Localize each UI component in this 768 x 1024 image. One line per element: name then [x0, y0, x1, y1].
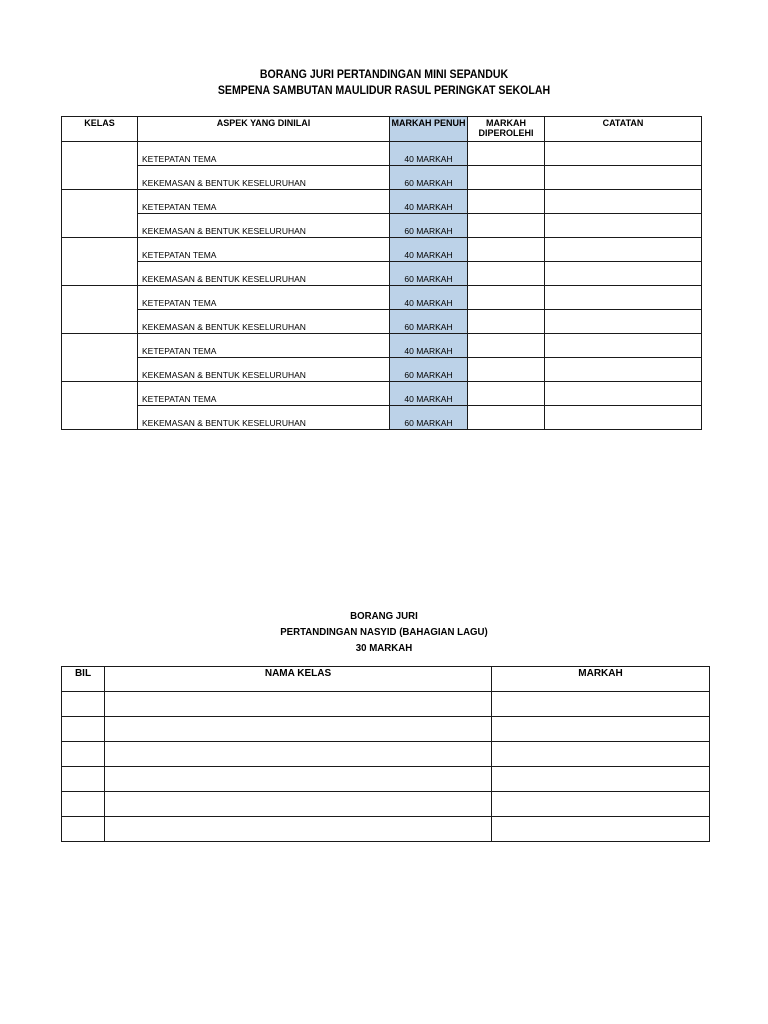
table-row [62, 286, 702, 310]
form2-title [0, 608, 768, 656]
form1-title-line1: BORANG JURI PERTANDINGAN MINI SEPANDUK [259, 69, 509, 81]
catatan-cell[interactable] [545, 286, 702, 310]
markah-cell[interactable] [492, 742, 710, 767]
catatan-cell[interactable] [545, 334, 702, 358]
judging-table-banner [61, 116, 702, 430]
aspek-cell: KEKEMASAN & BENTUK KESELURUHAN [138, 262, 390, 286]
markah-penuh-cell: 60 MARKAH [390, 310, 468, 334]
table-row [62, 190, 702, 214]
markah-penuh-cell: 60 MARKAH [390, 214, 468, 238]
markah-penuh-cell: 60 MARKAH [390, 166, 468, 190]
aspek-cell: KEKEMASAN & BENTUK KESELURUHAN [138, 214, 390, 238]
table-row [62, 214, 702, 238]
kelas-cell[interactable] [62, 286, 138, 334]
header-markah: MARKAH [492, 667, 710, 692]
aspek-cell: KEKEMASAN & BENTUK KESELURUHAN [138, 310, 390, 334]
markah-penuh-cell: 40 MARKAH [390, 382, 468, 406]
markah-penuh-cell: 60 MARKAH [390, 358, 468, 382]
kelas-cell[interactable] [62, 190, 138, 238]
form2-title-line1: BORANG JURI [350, 610, 418, 622]
aspek-cell: KETEPATAN TEMA [138, 190, 390, 214]
catatan-cell[interactable] [545, 310, 702, 334]
table-row [62, 142, 702, 166]
header-row [62, 117, 702, 142]
table-row [62, 692, 710, 717]
catatan-cell[interactable] [545, 190, 702, 214]
header-markah-diperolehi: MARKAH DIPEROLEHI [468, 117, 545, 142]
aspek-cell: KEKEMASAN & BENTUK KESELURUHAN [138, 166, 390, 190]
bil-cell[interactable] [62, 767, 105, 792]
bil-cell[interactable] [62, 817, 105, 842]
table-row [62, 767, 710, 792]
aspek-cell: KETEPATAN TEMA [138, 142, 390, 166]
bil-cell[interactable] [62, 792, 105, 817]
markah-diperolehi-cell[interactable] [468, 166, 545, 190]
bil-cell[interactable] [62, 717, 105, 742]
table-row [62, 382, 702, 406]
catatan-cell[interactable] [545, 142, 702, 166]
markah-diperolehi-cell[interactable] [468, 310, 545, 334]
markah-penuh-cell: 40 MARKAH [390, 142, 468, 166]
markah-diperolehi-cell[interactable] [468, 286, 545, 310]
form2-title-line2: PERTANDINGAN NASYID (BAHAGIAN LAGU) [280, 626, 488, 638]
markah-cell[interactable] [492, 717, 710, 742]
markah-penuh-cell: 40 MARKAH [390, 334, 468, 358]
markah-cell[interactable] [492, 817, 710, 842]
header-row [62, 667, 710, 692]
aspek-cell: KETEPATAN TEMA [138, 334, 390, 358]
kelas-cell[interactable] [62, 238, 138, 286]
header-aspek: ASPEK YANG DINILAI [138, 117, 390, 142]
table-row [62, 406, 702, 430]
catatan-cell[interactable] [545, 262, 702, 286]
table-row [62, 742, 710, 767]
markah-cell[interactable] [492, 692, 710, 717]
markah-diperolehi-cell[interactable] [468, 142, 545, 166]
table-row [62, 817, 710, 842]
markah-cell[interactable] [492, 767, 710, 792]
aspek-cell: KEKEMASAN & BENTUK KESELURUHAN [138, 358, 390, 382]
markah-penuh-cell: 40 MARKAH [390, 190, 468, 214]
nama-kelas-cell[interactable] [105, 792, 492, 817]
markah-diperolehi-cell[interactable] [468, 214, 545, 238]
kelas-cell[interactable] [62, 142, 138, 190]
header-kelas: KELAS [62, 117, 138, 142]
markah-diperolehi-cell[interactable] [468, 238, 545, 262]
catatan-cell[interactable] [545, 358, 702, 382]
form2-title-line3: 30 MARKAH [355, 642, 413, 654]
catatan-cell[interactable] [545, 166, 702, 190]
markah-diperolehi-cell[interactable] [468, 190, 545, 214]
aspek-cell: KEKEMASAN & BENTUK KESELURUHAN [138, 406, 390, 430]
bil-cell[interactable] [62, 692, 105, 717]
catatan-cell[interactable] [545, 406, 702, 430]
aspek-cell: KETEPATAN TEMA [138, 238, 390, 262]
judging-table-nasyid [61, 666, 710, 842]
form1-title [0, 67, 768, 99]
header-catatan: CATATAN [545, 117, 702, 142]
catatan-cell[interactable] [545, 382, 702, 406]
header-bil: BIL [62, 667, 105, 692]
markah-diperolehi-cell[interactable] [468, 358, 545, 382]
aspek-cell: KETEPATAN TEMA [138, 286, 390, 310]
table-row [62, 238, 702, 262]
markah-diperolehi-cell[interactable] [468, 334, 545, 358]
table-row [62, 262, 702, 286]
header-markah-penuh: MARKAH PENUH [390, 117, 468, 142]
table-row [62, 166, 702, 190]
catatan-cell[interactable] [545, 238, 702, 262]
nama-kelas-cell[interactable] [105, 717, 492, 742]
table-row [62, 310, 702, 334]
bil-cell[interactable] [62, 742, 105, 767]
catatan-cell[interactable] [545, 214, 702, 238]
markah-penuh-cell: 60 MARKAH [390, 262, 468, 286]
header-nama-kelas: NAMA KELAS [105, 667, 492, 692]
kelas-cell[interactable] [62, 334, 138, 382]
markah-diperolehi-cell[interactable] [468, 382, 545, 406]
nama-kelas-cell[interactable] [105, 767, 492, 792]
markah-penuh-cell: 60 MARKAH [390, 406, 468, 430]
nama-kelas-cell[interactable] [105, 817, 492, 842]
table-row [62, 358, 702, 382]
markah-penuh-cell: 40 MARKAH [390, 286, 468, 310]
aspek-cell: KETEPATAN TEMA [138, 382, 390, 406]
markah-cell[interactable] [492, 792, 710, 817]
markah-penuh-cell: 40 MARKAH [390, 238, 468, 262]
nama-kelas-cell[interactable] [105, 742, 492, 767]
form1-title-line2: SEMPENA SAMBUTAN MAULIDUR RASUL PERINGKAT SEKOLAH [217, 85, 551, 97]
nama-kelas-cell[interactable] [105, 692, 492, 717]
table-row [62, 717, 710, 742]
table-row [62, 792, 710, 817]
markah-diperolehi-cell[interactable] [468, 262, 545, 286]
kelas-cell[interactable] [62, 382, 138, 430]
markah-diperolehi-cell[interactable] [468, 406, 545, 430]
table-row [62, 334, 702, 358]
